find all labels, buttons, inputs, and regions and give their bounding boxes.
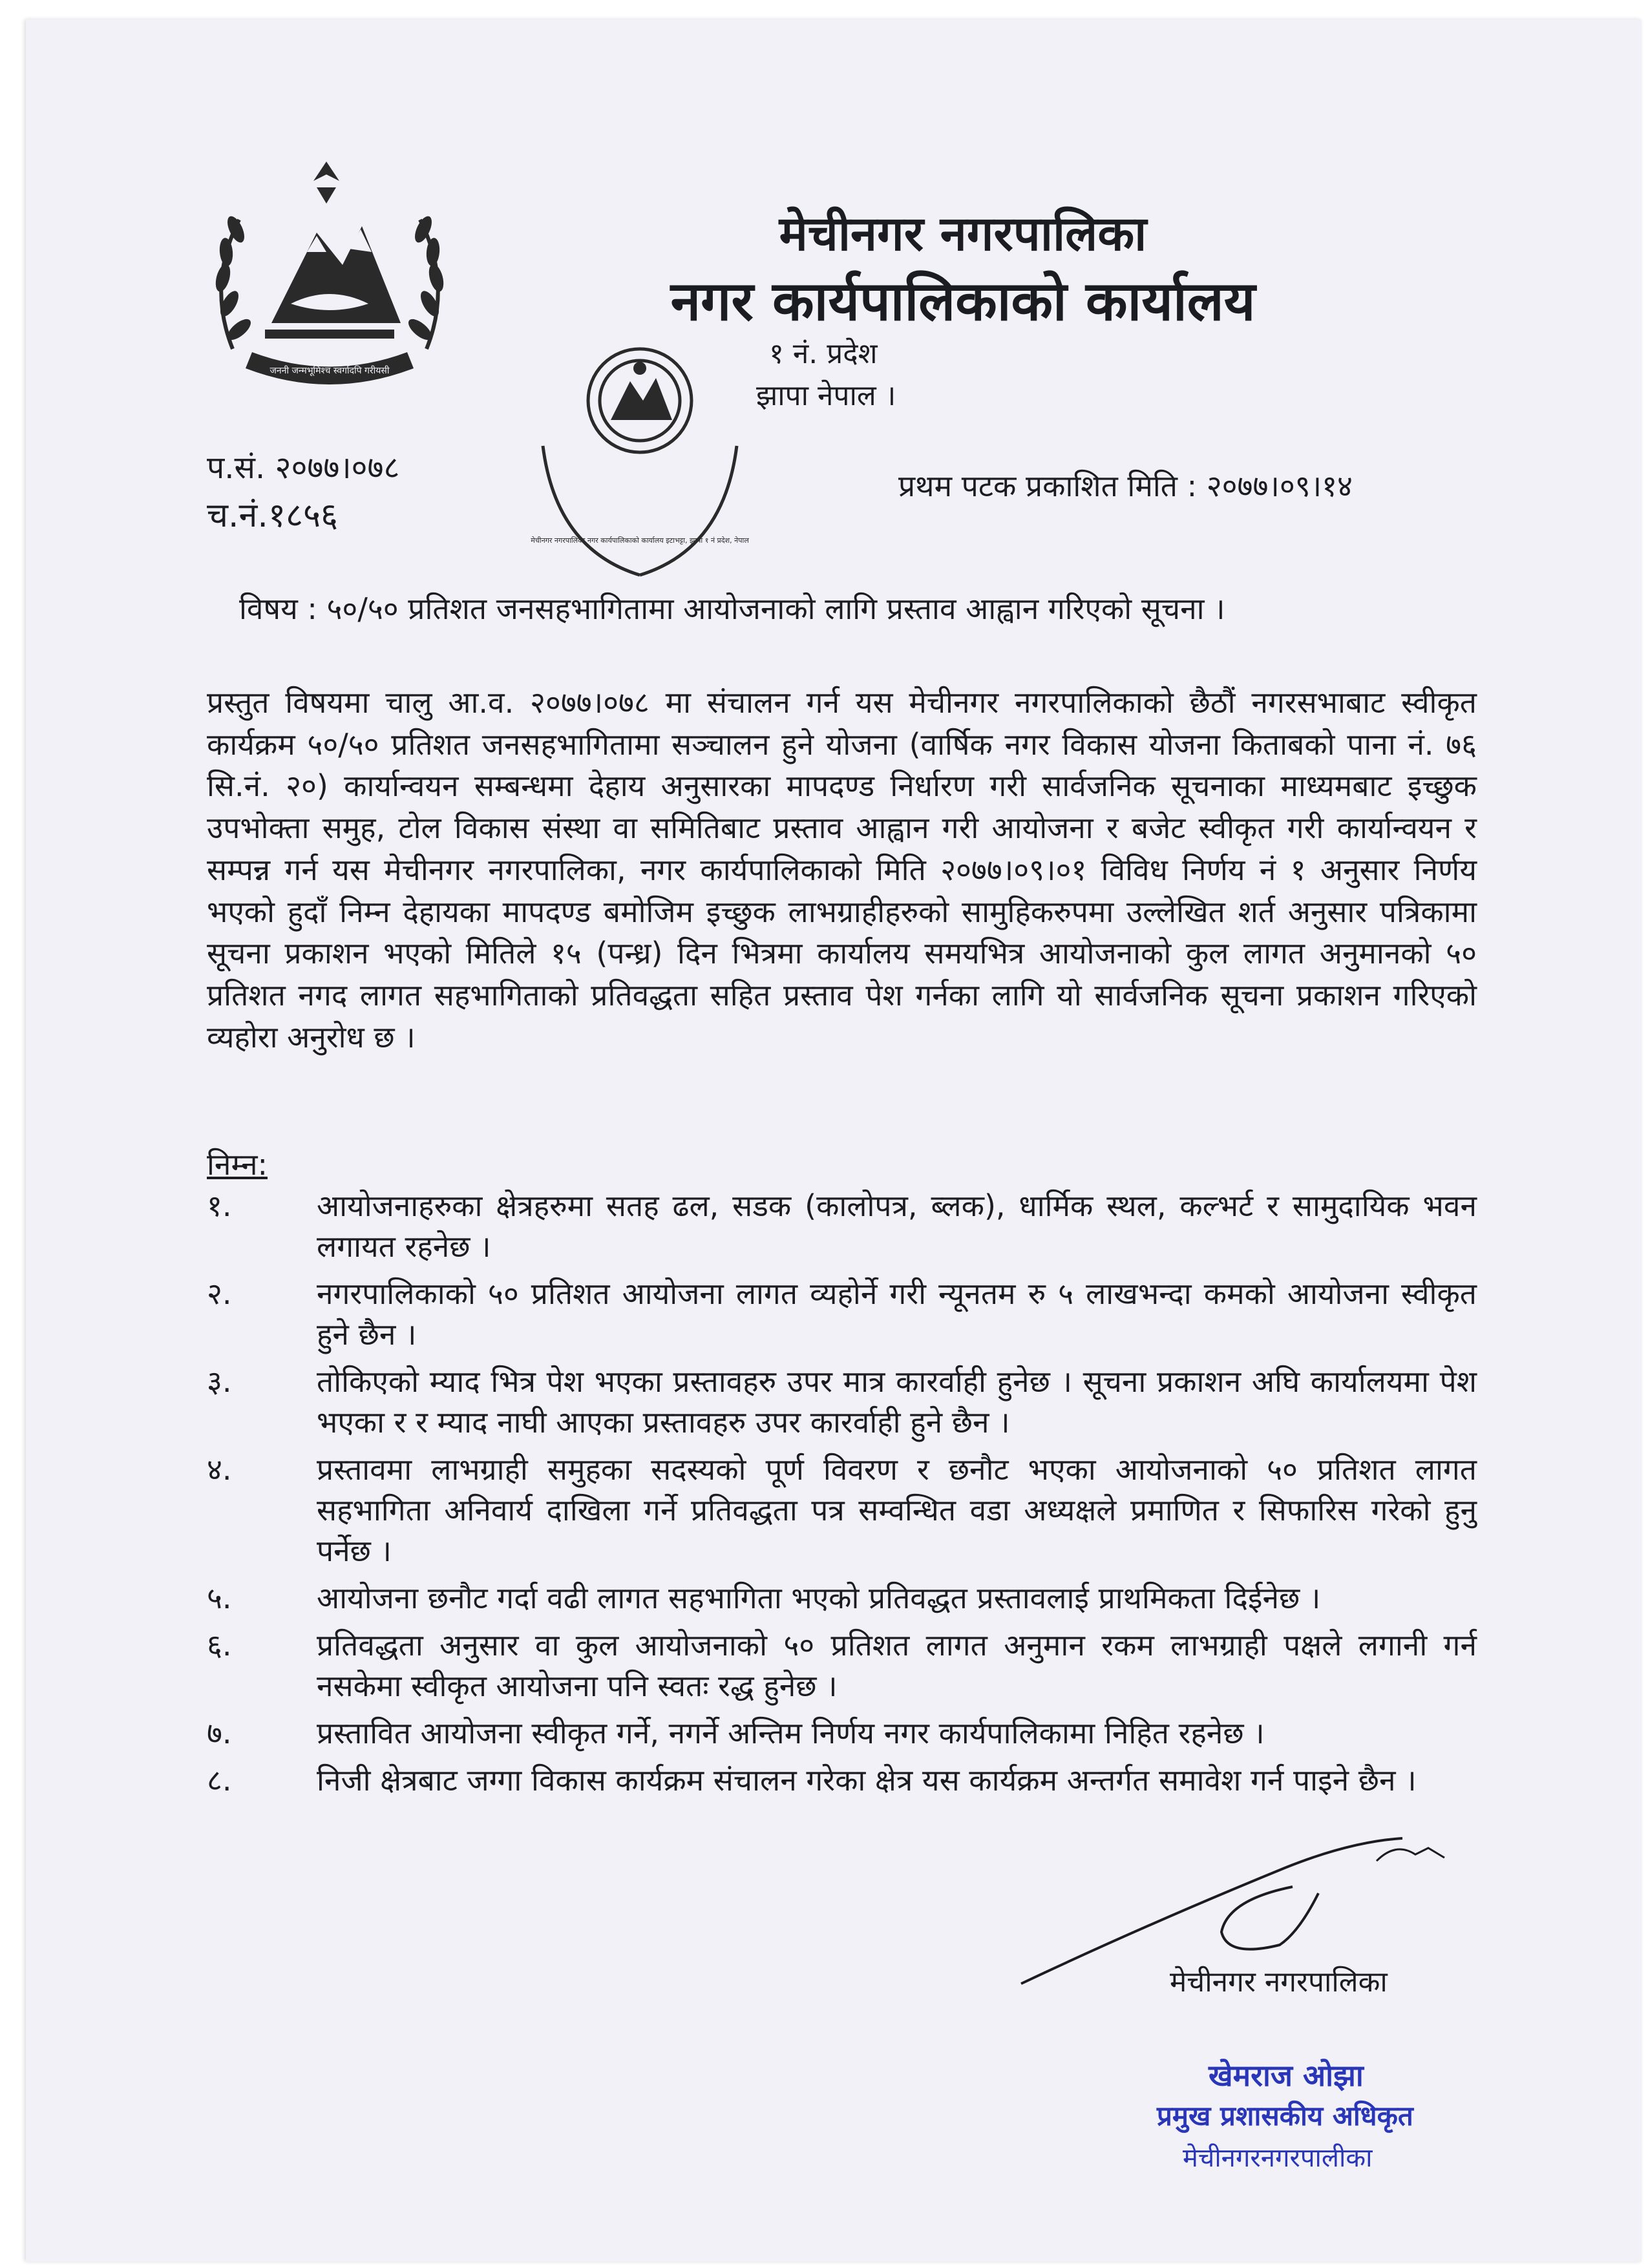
officer-name: खेमराज ओझा: [1209, 2058, 1364, 2093]
subject-line: विषय : ५०/५० प्रतिशत जनसहभागितामा आयोजनाको लागि प्रस्ताव आह्वान गरिएको सूचना ।: [239, 591, 1225, 626]
condition-text: तोकिएको म्याद भित्र पेश भएका प्रस्तावहरु उपर मात्र कारर्वाही हुनेछ । सूचना प्रकाशन अघि कार्यालयमा पेश भएका र र म्याद नाघी आएका प्रस्तावहरु उपर कारर्वाही हुने छैन ।: [317, 1364, 1477, 1440]
condition-text: निजी क्षेत्रबाट जग्गा विकास कार्यक्रम संचालन गरेका क्षेत्र यस कार्यक्रम अन्तर्गत समावेश गर्न पाइने छैन ।: [317, 1763, 1417, 1798]
condition-item: [207, 1449, 1477, 1571]
condition-item: [207, 1625, 1477, 1706]
condition-item: [207, 1760, 1477, 1801]
condition-text: प्रतिवद्धता अनुसार वा कुल आयोजनाको ५० प्रतिशत लागत अनुमान रकम लाभग्राही पक्षले लगानी गर्न नसकेमा स्वीकृत आयोजना पनि स्वतः रद्ध हुनेछ ।: [317, 1628, 1477, 1703]
condition-item: [207, 1578, 1477, 1619]
officer-title: प्रमुख प्रशासकीय अधिकृत: [1157, 2100, 1413, 2132]
condition-text: नगरपालिकाको ५० प्रतिशत आयोजना लागत व्यहोर्ने गरी न्यूनतम रु ५ लाखभन्दा कमको आयोजना स्वीकृत हुने छैन ।: [317, 1276, 1477, 1352]
condition-number: १.: [207, 1188, 232, 1223]
ps-number: प.सं. २०७७।०७८: [207, 450, 400, 486]
condition-number: ७.: [207, 1716, 232, 1750]
condition-number: ४.: [207, 1452, 232, 1487]
province: १ नं. प्रदेश: [769, 337, 878, 370]
condition-text: आयोजना छनौट गर्दा वढी लागत सहभागिता भएको प्रतिवद्धत प्रस्तावलाई प्राथमिकता दिईनेछ ।: [317, 1580, 1321, 1615]
stamp-org: मेचीनगरनगरपालीका: [1183, 2143, 1373, 2173]
published-date: प्रथम पटक प्रकाशित मिति : २०७७।०९।१४: [898, 468, 1353, 503]
condition-number: ८.: [207, 1763, 232, 1798]
condition-text: आयोजनाहरुका क्षेत्रहरुमा सतह ढल, सडक (कालोपत्र, ब्लक), धार्मिक स्थल, कल्भर्ट र सामुदायिक भवन लगायत रहनेछ ।: [317, 1188, 1477, 1264]
condition-item: [207, 1274, 1477, 1355]
seal-text: मेचीनगर नगरपालिका नगर कार्यपालिकाको कार्यालय इटाभट्टा, झापा १ नं प्रदेश, नेपाल: [531, 536, 749, 545]
condition-item: [207, 1361, 1477, 1443]
condition-number: ५.: [207, 1580, 232, 1615]
chana-number: च.नं.१८५६: [207, 496, 339, 535]
location: झापा नेपाल ।: [756, 379, 896, 412]
emblem-motto: जननी जन्मभूमिश्च स्वर्गादपि गरीयसी: [269, 366, 390, 376]
signature-org: मेचीनगर नगरपालिका: [1170, 1966, 1388, 1999]
body-paragraph: प्रस्तुत विषयमा चालु आ.व. २०७७।०७८ मा संचालन गर्न यस मेचीनगर नगरपालिकाको छैठौं नगरसभाबाट स्वीकृत कार्यक्रम ५०/५० प्रतिशत जनसहभागितामा सञ्चालन हुने योजना (वार्षिक नगर विकास योजना किताबको पाना नं. ७६ सि.नं. २०) कार्यान्वयन सम्बन्धमा देहाय अनुसारका मापदण्ड निर्धारण गरी सार्वजनिक सूचनाका माध्यमबाट इच्छुक उपभोक्ता समुह, टोल विकास संस्था वा समितिबाट प्रस्ताव आह्वान गरी आयोजना र बजेट स्वीकृत गरी कार्यान्वयन र सम्पन्न गर्न यस मेचीनगर नगरपालिका, नगर कार्यपालिकाको मिति २०७७।०९।०१ विविध निर्णय नं १ अनुसार निर्णय भएको हुदाँ निम्न देहायका मापदण्ड बमोजिम इच्छुक लाभग्राहीहरुको सामुहिकरुपमा उल्लेखित शर्त अनुसार पत्रिकामा सूचना प्रकाशन भएको मितिले १५ (पन्ध्र) दिन भित्रमा कार्यालय समयभित्र आयोजनाको कुल लागत अनुमानको ५० प्रतिशत नगद लागत सहभागिताको प्रतिवद्धता सहित प्रस्ताव पेश गर्नका लागि यो सार्वजनिक सूचना प्रकाशन गरिएको व्यहोरा अनुरोध छ ।: [207, 685, 1477, 1055]
office-name: नगर कार्यपालिकाको कार्यालय: [670, 269, 1256, 333]
list-label: निम्न:: [207, 1147, 268, 1182]
condition-number: ६.: [207, 1628, 232, 1663]
condition-item: [207, 1186, 1477, 1267]
notice-page: [26, 19, 1642, 2262]
condition-text: प्रस्तावमा लाभग्राही समुहका सदस्यको पूर्ण विवरण र छनौट भएका आयोजनाको ५० प्रतिशत लागत सहभागिता अनिवार्य दाखिला गर्ने प्रतिवद्धता पत्र सम्वन्धित वडा अध्यक्षले प्रमाणित र सिफारिस गरेको हुनु पर्नेछ ।: [317, 1452, 1477, 1568]
org-name: मेचीनगर नगरपालिका: [779, 206, 1147, 262]
condition-item: [207, 1713, 1477, 1754]
conditions-list: [207, 1186, 1477, 1807]
condition-number: २.: [207, 1276, 232, 1311]
condition-text: प्रस्तावित आयोजना स्वीकृत गर्ने, नगर्ने अन्तिम निर्णय नगर कार्यपालिकामा निहित रहनेछ ।: [317, 1716, 1265, 1750]
municipality-seal-icon: [517, 330, 763, 588]
condition-number: ३.: [207, 1364, 232, 1399]
